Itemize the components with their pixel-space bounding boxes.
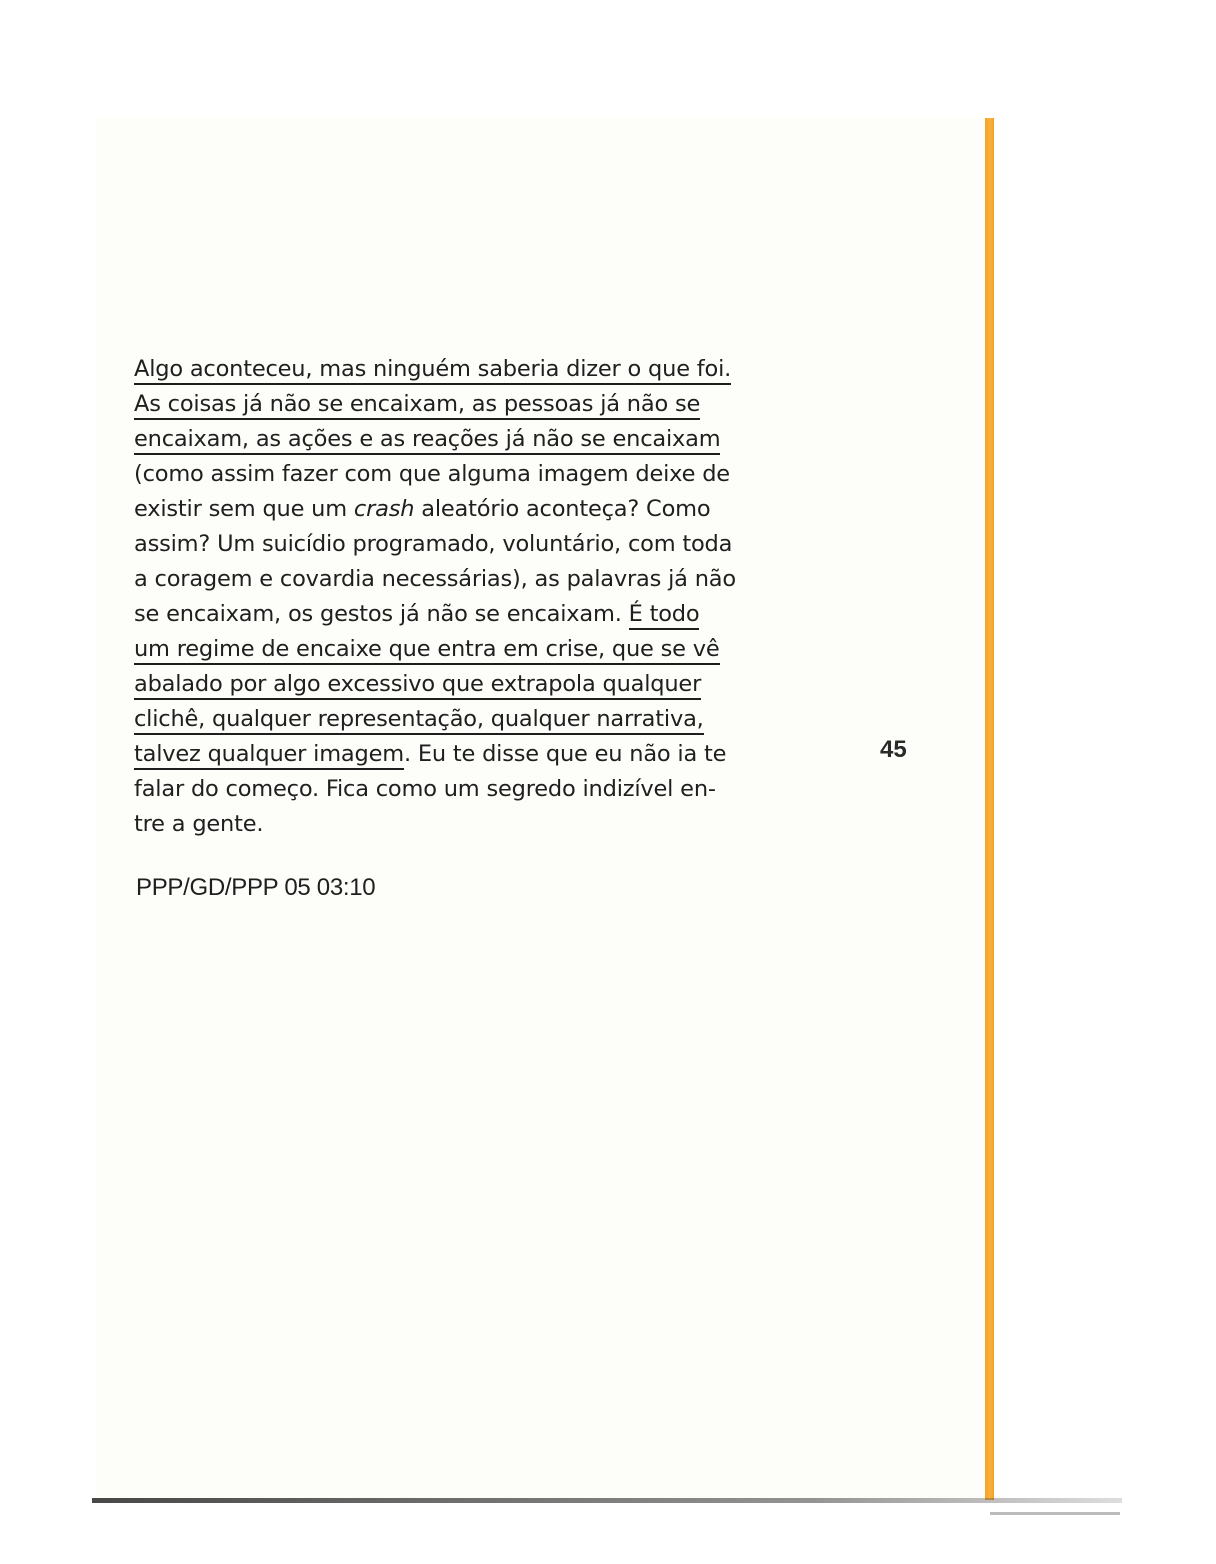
text-line: [134, 632, 734, 667]
text-line: assim? Um suicídio programado, voluntário, com toda: [134, 531, 733, 557]
orange-spine-edge: [985, 118, 994, 1500]
teal-insert-sheet: [992, 132, 1148, 1516]
text-fragment: aleatório aconteça? Como: [414, 496, 711, 522]
text-line: (como assim fazer com que alguma imagem deixe de: [134, 461, 730, 487]
page-number: 45: [880, 736, 907, 763]
underlined-text: um regime de encaixe que entra em crise, que se vê: [134, 636, 720, 665]
text-fragment: existir sem que um: [134, 496, 354, 522]
underlined-text: As coisas já não se encaixam, as pessoas já não se: [134, 391, 700, 420]
underlined-text: abalado por algo excessivo que extrapola qualquer: [134, 671, 701, 700]
text-line: [134, 422, 734, 457]
text-line: [134, 352, 734, 387]
text-line: [134, 387, 734, 422]
text-line: [134, 492, 734, 527]
underlined-text: talvez qualquer imagem: [134, 741, 404, 770]
underlined-text: clichê, qualquer representação, qualquer narrativa,: [134, 706, 704, 735]
text-line: [134, 702, 734, 737]
underlined-text: encaixam, as ações e as reações já não se encaixam: [134, 426, 720, 455]
text-line: falar do começo. Fica como um segredo indizível en-: [134, 776, 716, 802]
text-line: a coragem e covardia necessárias), as palavras já não: [134, 566, 736, 592]
text-line: [134, 667, 734, 702]
italic-word: crash: [353, 496, 415, 522]
underlined-text: Algo aconteceu, mas ninguém saberia dizer o que foi.: [134, 356, 731, 385]
text-fragment: se encaixam, os gestos já não se encaixam.: [134, 601, 629, 627]
reference-code: PPP/GD/PPP 05 03:10: [136, 874, 376, 901]
page-bottom-shadow: [92, 1498, 1122, 1503]
text-line: [134, 597, 734, 632]
insert-bottom-shadow: [990, 1512, 1120, 1515]
underlined-text: É todo: [629, 601, 700, 630]
text-line: [134, 737, 734, 772]
text-line: tre a gente.: [134, 811, 264, 837]
text-fragment: . Eu te disse que eu não ia te: [403, 741, 727, 767]
body-text: [134, 352, 734, 842]
